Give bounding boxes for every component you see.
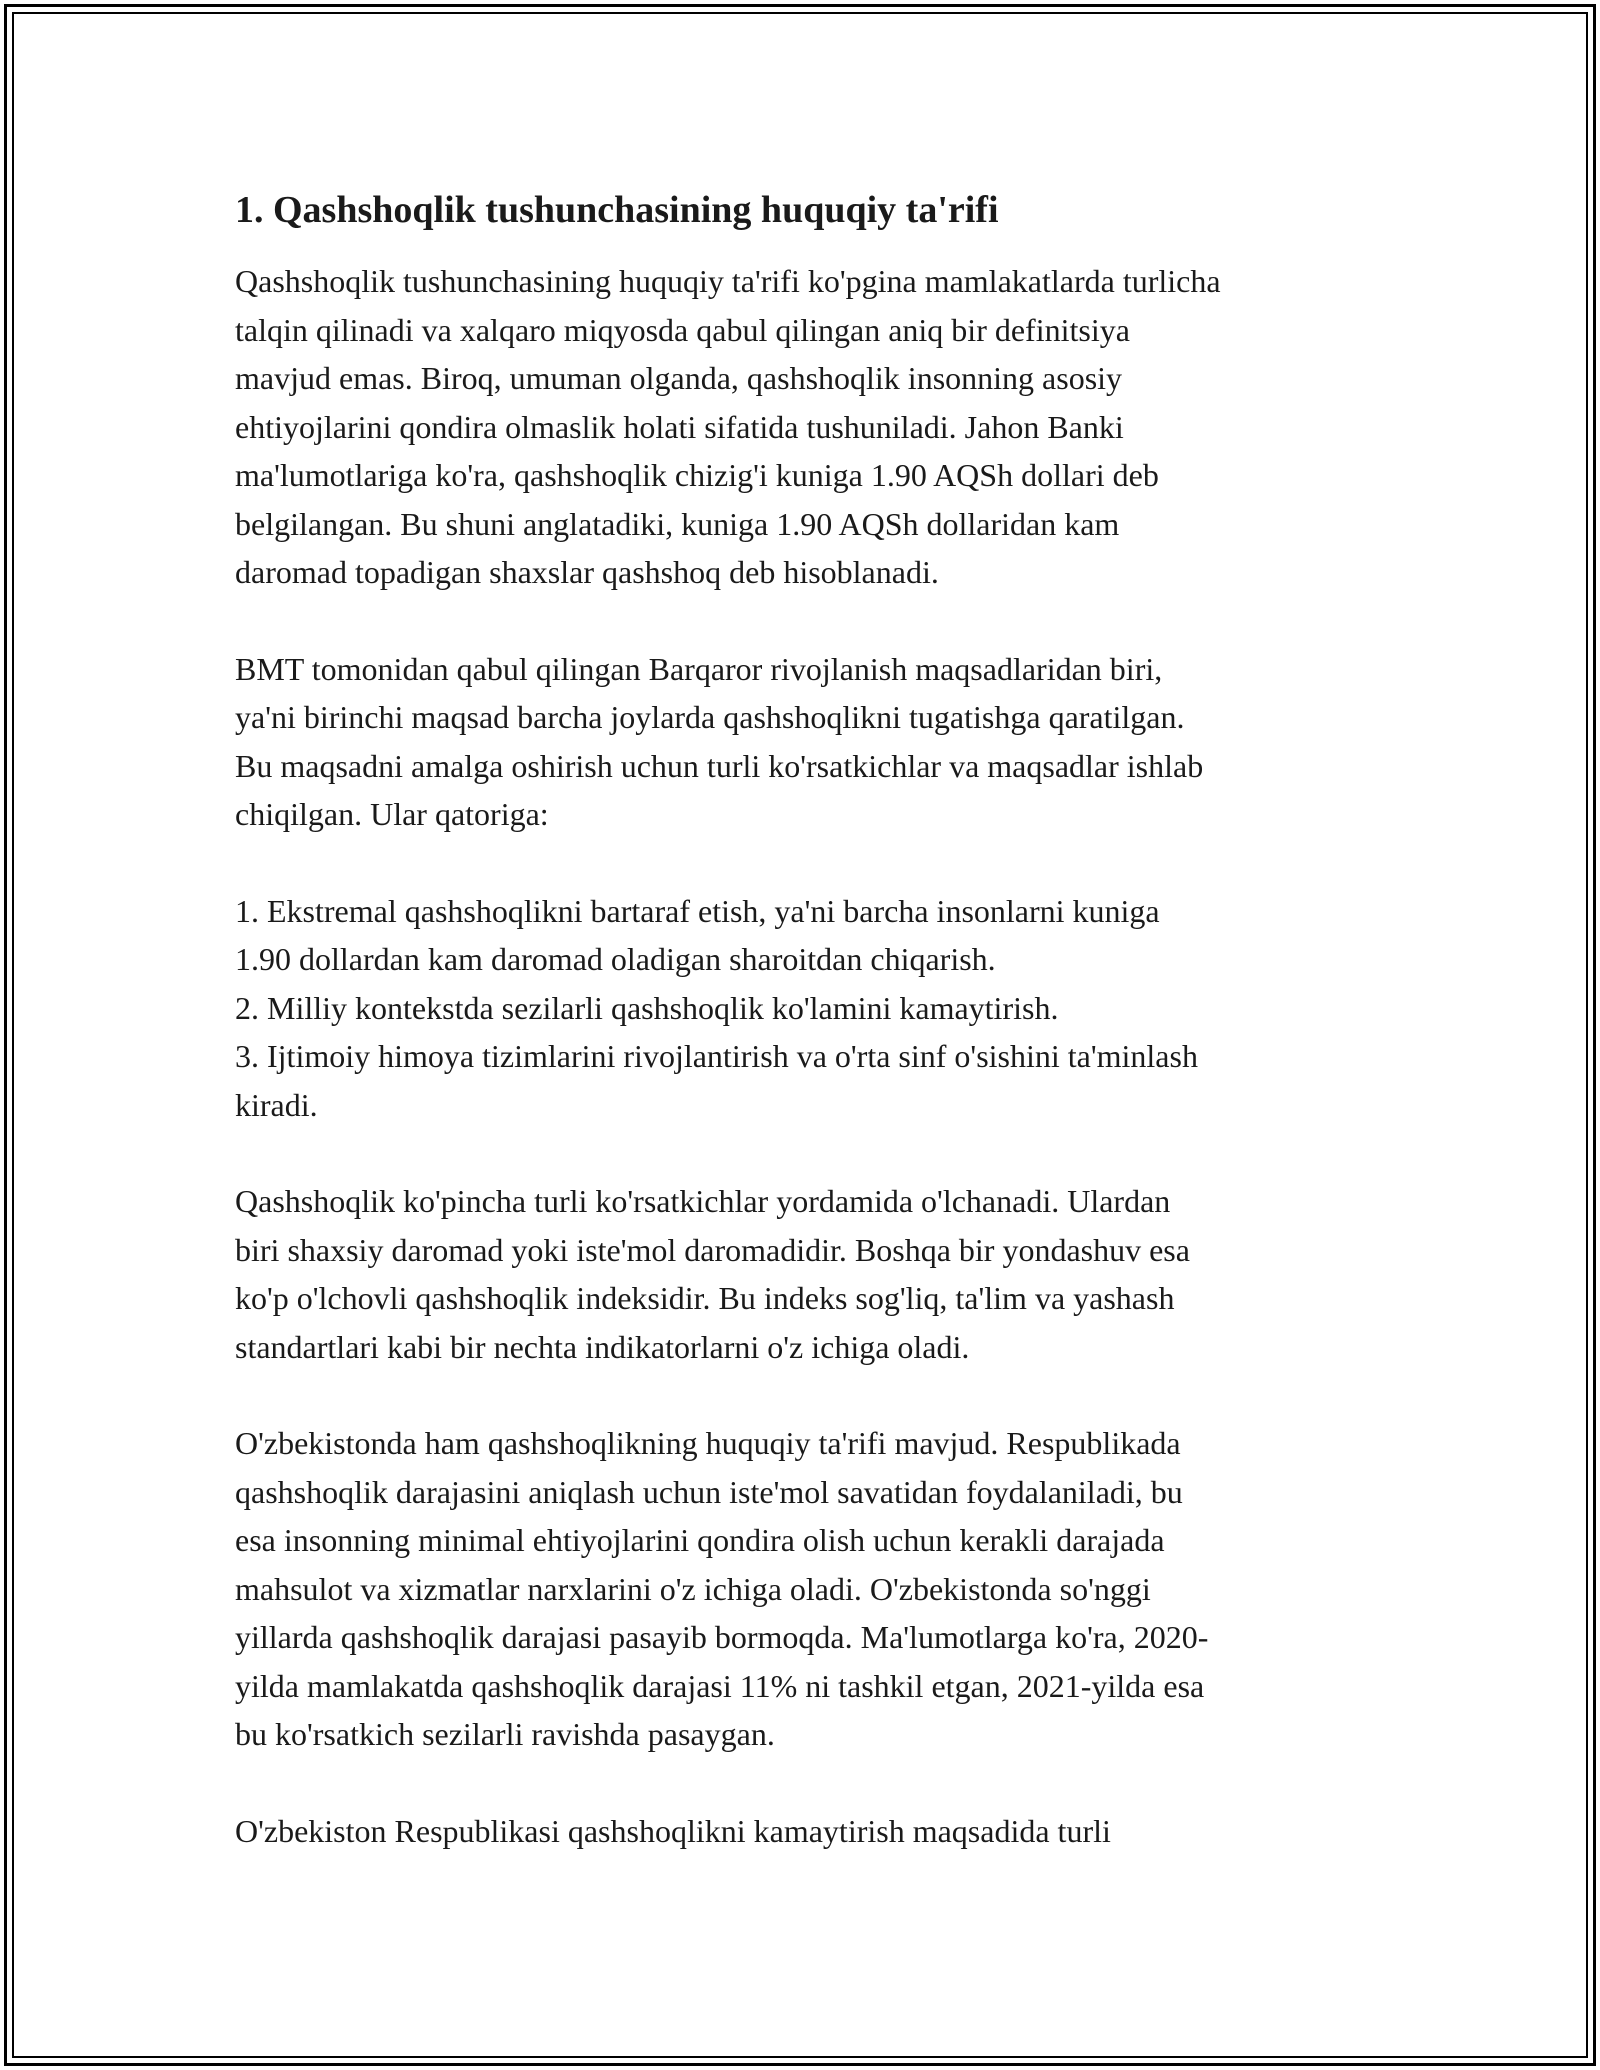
list-item-line: 2. Milliy kontekstda sezilarli qashshoqlik ko'lamini kamaytirish. (235, 989, 1059, 1026)
paragraph-line: mavjud emas. Biroq, umuman olganda, qashshoqlik insonning asosiy (235, 360, 1123, 396)
paragraph-line: Qashshoqlik ko'pincha turli ko'rsatkichlar yordamida o'lchanadi. Ulardan (235, 1183, 1171, 1219)
paragraph-line: daromad topadigan shaxslar qashshoq deb hisoblanadi. (235, 554, 939, 590)
paragraph-line: chiqilgan. Ular qatoriga: (235, 796, 549, 832)
list-item-line: 1. Ekstremal qashshoqlikni bartaraf etish, ya'ni barcha insonlarni kuniga (235, 892, 1160, 929)
paragraph-line: ko'p o'lchovli qashshoqlik indeksidir. Bu indeks sog'liq, ta'lim va yashash (235, 1280, 1175, 1316)
paragraph-un-goals (235, 645, 1385, 839)
paragraph-line: bu ko'rsatkich sezilarli ravishda pasaygan. (235, 1716, 775, 1752)
section-heading: 1. Qashshoqlik tushunchasining huquqiy ta'rifi (235, 189, 999, 231)
paragraph-line: BMT tomonidan qabul qilingan Barqaror rivojlanish maqsadlaridan biri, (235, 650, 1163, 687)
paragraph-line: mahsulot va xizmatlar narxlarini o'z ichiga oladi. O'zbekistonda so'nggi (235, 1570, 1151, 1607)
paragraph-line: Bu maqsadni amalga oshirish uchun turli ko'rsatkichlar va maqsadlar ishlab (235, 747, 1204, 784)
paragraph-line: qashshoqlik darajasini aniqlash uchun iste'mol savatidan foydalaniladi, bu (235, 1473, 1183, 1510)
paragraph-line: O'zbekistonda ham qashshoqlikning huquqiy ta'rifi mavjud. Respublikada (235, 1425, 1181, 1461)
paragraph-republic (235, 1807, 1385, 1856)
paragraph-line: standartlari kabi bir nechta indikatorlarni o'z ichiga oladi. (235, 1328, 970, 1365)
list-item-line: 1.90 dollardan kam daromad oladigan sharoitdan chiqarish. (235, 941, 996, 977)
paragraph-definition (235, 257, 1385, 597)
paragraph-numbered-list (235, 887, 1385, 1130)
paragraph-line: talqin qilinadi va xalqaro miqyosda qabul qilingan aniq bir definitsiya (235, 311, 1130, 348)
paragraph-line: Qashshoqlik tushunchasining huquqiy ta'rifi ko'pgina mamlakatlarda turlicha (235, 263, 1221, 299)
paragraph-line: yilda mamlakatda qashshoqlik darajasi 11% ni tashkil etgan, 2021-yilda esa (235, 1667, 1205, 1704)
list-item-line: 3. Ijtimoiy himoya tizimlarini rivojlantirish va o'rta sinf o'sishini ta'minlash (235, 1038, 1198, 1074)
paragraph-measurement (235, 1177, 1385, 1371)
paragraph-line: belgilangan. Bu shuni anglatadiki, kuniga 1.90 AQSh dollaridan kam (235, 505, 1120, 542)
paragraph-line: ya'ni birinchi maqsad barcha joylarda qashshoqlikni tugatishga qaratilgan. (235, 699, 1185, 735)
paragraph-line: ehtiyojlarini qondira olmaslik holati sifatida tushuniladi. Jahon Banki (235, 408, 1124, 445)
document-page (235, 185, 1385, 1903)
list-item-line: kiradi. (235, 1086, 318, 1123)
paragraph-line: ma'lumotlariga ko'ra, qashshoqlik chizig'i kuniga 1.90 AQSh dollari deb (235, 457, 1159, 493)
paragraph-line: yillarda qashshoqlik darajasi pasayib bormoqda. Ma'lumotlarga ko'ra, 2020- (235, 1619, 1209, 1655)
paragraph-line: O'zbekiston Respublikasi qashshoqlikni kamaytirish maqsadida turli (235, 1812, 1111, 1849)
paragraph-line: biri shaxsiy daromad yoki iste'mol daromadidir. Boshqa bir yondashuv esa (235, 1231, 1190, 1268)
paragraph-uzbekistan (235, 1419, 1385, 1759)
paragraph-line: esa insonning minimal ehtiyojlarini qondira olish uchun kerakli darajada (235, 1522, 1165, 1558)
